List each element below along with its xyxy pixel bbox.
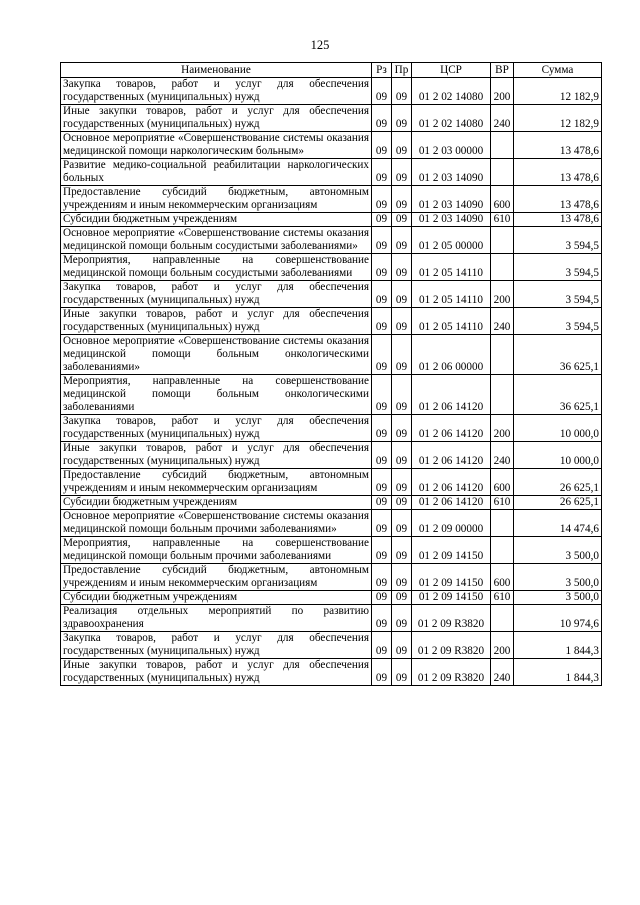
cell-csr: 01 2 05 14110	[412, 281, 491, 308]
header-name: Наименование	[61, 63, 372, 78]
cell-name: Субсидии бюджетным учреждениям	[61, 591, 372, 605]
cell-pr: 09	[392, 469, 412, 496]
cell-vr	[491, 605, 514, 632]
cell-csr: 01 2 09 14150	[412, 564, 491, 591]
budget-table	[60, 62, 602, 686]
cell-pr: 09	[392, 510, 412, 537]
cell-name: Закупка товаров, работ и услуг для обеспечения государственных (муниципальных) нужд	[61, 415, 372, 442]
header-row	[61, 63, 602, 78]
cell-sum: 12 182,9	[514, 78, 602, 105]
cell-pr: 09	[392, 213, 412, 227]
cell-sum: 3 500,0	[514, 564, 602, 591]
cell-sum: 10 000,0	[514, 415, 602, 442]
cell-vr: 200	[491, 78, 514, 105]
cell-sum: 13 478,6	[514, 213, 602, 227]
cell-pr: 09	[392, 78, 412, 105]
cell-vr: 240	[491, 105, 514, 132]
cell-vr: 600	[491, 564, 514, 591]
cell-rz: 09	[372, 415, 392, 442]
cell-sum: 3 594,5	[514, 281, 602, 308]
cell-name: Иные закупки товаров, работ и услуг для обеспечения государственных (муниципальных) нужд	[61, 308, 372, 335]
cell-name: Основное мероприятие «Совершенствование системы оказания медицинской помощи наркологическим больным»	[61, 132, 372, 159]
cell-rz: 09	[372, 335, 392, 375]
cell-name: Закупка товаров, работ и услуг для обеспечения государственных (муниципальных) нужд	[61, 281, 372, 308]
page-number: 125	[310, 38, 330, 52]
cell-name: Мероприятия, направленные на совершенствование медицинской помощи больным онкологическими заболеваниями	[61, 375, 372, 415]
cell-csr: 01 2 09 14150	[412, 537, 491, 564]
cell-sum: 10 000,0	[514, 442, 602, 469]
cell-name: Иные закупки товаров, работ и услуг для обеспечения государственных (муниципальных) нужд	[61, 442, 372, 469]
cell-sum: 1 844,3	[514, 632, 602, 659]
cell-name: Развитие медико-социальной реабилитации наркологических больных	[61, 159, 372, 186]
cell-rz: 09	[372, 375, 392, 415]
cell-pr: 09	[392, 132, 412, 159]
table-row	[61, 415, 602, 442]
cell-vr: 610	[491, 496, 514, 510]
cell-rz: 09	[372, 213, 392, 227]
cell-pr: 09	[392, 537, 412, 564]
cell-sum: 26 625,1	[514, 469, 602, 496]
table-row	[61, 308, 602, 335]
cell-vr: 600	[491, 186, 514, 213]
cell-pr: 09	[392, 442, 412, 469]
table-row	[61, 632, 602, 659]
table-row	[61, 105, 602, 132]
cell-name: Основное мероприятие «Совершенствование системы оказания медицинской помощи больным прочими заболеваниями»	[61, 510, 372, 537]
cell-csr: 01 2 03 14090	[412, 213, 491, 227]
cell-rz: 09	[372, 308, 392, 335]
cell-csr: 01 2 03 14090	[412, 159, 491, 186]
table-header	[61, 63, 602, 78]
cell-csr: 01 2 06 14120	[412, 469, 491, 496]
cell-name: Предоставление субсидий бюджетным, автономным учреждениям и иным некоммерческим организациям	[61, 564, 372, 591]
cell-rz: 09	[372, 254, 392, 281]
table-row	[61, 659, 602, 686]
table-row	[61, 254, 602, 281]
cell-csr: 01 2 09 R3820	[412, 659, 491, 686]
cell-pr: 09	[392, 335, 412, 375]
cell-csr: 01 2 09 R3820	[412, 632, 491, 659]
cell-csr: 01 2 05 14110	[412, 254, 491, 281]
cell-vr: 200	[491, 415, 514, 442]
cell-vr: 200	[491, 281, 514, 308]
cell-csr: 01 2 03 00000	[412, 132, 491, 159]
cell-rz: 09	[372, 105, 392, 132]
cell-name: Мероприятия, направленные на совершенствование медицинской помощи больным прочими заболеваниями	[61, 537, 372, 564]
cell-vr	[491, 227, 514, 254]
table-row	[61, 281, 602, 308]
cell-sum: 3 594,5	[514, 308, 602, 335]
cell-csr: 01 2 06 14120	[412, 375, 491, 415]
cell-name: Мероприятия, направленные на совершенствование медицинской помощи больным сосудистыми заболеваниями	[61, 254, 372, 281]
cell-name: Закупка товаров, работ и услуг для обеспечения государственных (муниципальных) нужд	[61, 632, 372, 659]
cell-rz: 09	[372, 469, 392, 496]
cell-rz: 09	[372, 281, 392, 308]
cell-rz: 09	[372, 159, 392, 186]
header-rz: Рз	[372, 63, 392, 78]
cell-csr: 01 2 05 00000	[412, 227, 491, 254]
cell-pr: 09	[392, 591, 412, 605]
table-row	[61, 564, 602, 591]
cell-csr: 01 2 06 00000	[412, 335, 491, 375]
cell-rz: 09	[372, 496, 392, 510]
cell-name: Иные закупки товаров, работ и услуг для обеспечения государственных (муниципальных) нужд	[61, 105, 372, 132]
cell-sum: 13 478,6	[514, 132, 602, 159]
cell-vr: 610	[491, 213, 514, 227]
cell-rz: 09	[372, 442, 392, 469]
cell-rz: 09	[372, 186, 392, 213]
cell-pr: 09	[392, 564, 412, 591]
cell-pr: 09	[392, 159, 412, 186]
table-row	[61, 591, 602, 605]
table-row	[61, 227, 602, 254]
cell-sum: 14 474,6	[514, 510, 602, 537]
cell-vr	[491, 254, 514, 281]
cell-name: Основное мероприятие «Совершенствование системы оказания медицинской помощи больным онкологическими заболеваниями»	[61, 335, 372, 375]
header-sum: Сумма	[514, 63, 602, 78]
table-row	[61, 442, 602, 469]
cell-rz: 09	[372, 537, 392, 564]
cell-pr: 09	[392, 605, 412, 632]
table-row	[61, 132, 602, 159]
cell-name: Реализация отдельных мероприятий по развитию здравоохранения	[61, 605, 372, 632]
cell-csr: 01 2 03 14090	[412, 186, 491, 213]
cell-pr: 09	[392, 227, 412, 254]
cell-vr	[491, 132, 514, 159]
table-row	[61, 469, 602, 496]
cell-sum: 3 500,0	[514, 591, 602, 605]
cell-sum: 13 478,6	[514, 159, 602, 186]
cell-sum: 13 478,6	[514, 186, 602, 213]
cell-pr: 09	[392, 105, 412, 132]
cell-vr	[491, 159, 514, 186]
cell-vr: 240	[491, 308, 514, 335]
cell-vr	[491, 335, 514, 375]
cell-pr: 09	[392, 659, 412, 686]
table-row	[61, 375, 602, 415]
cell-sum: 36 625,1	[514, 375, 602, 415]
cell-csr: 01 2 05 14110	[412, 308, 491, 335]
cell-csr: 01 2 06 14120	[412, 496, 491, 510]
cell-name: Предоставление субсидий бюджетным, автономным учреждениям и иным некоммерческим организациям	[61, 186, 372, 213]
table-body	[61, 78, 602, 686]
cell-pr: 09	[392, 186, 412, 213]
cell-pr: 09	[392, 415, 412, 442]
cell-sum: 3 500,0	[514, 537, 602, 564]
cell-sum: 3 594,5	[514, 254, 602, 281]
cell-pr: 09	[392, 308, 412, 335]
cell-name: Основное мероприятие «Совершенствование системы оказания медицинской помощи больным сосудистыми заболеваниями»	[61, 227, 372, 254]
table-row	[61, 496, 602, 510]
table-row	[61, 159, 602, 186]
cell-sum: 36 625,1	[514, 335, 602, 375]
cell-vr: 600	[491, 469, 514, 496]
table-row	[61, 335, 602, 375]
cell-rz: 09	[372, 591, 392, 605]
table-row	[61, 78, 602, 105]
cell-sum: 12 182,9	[514, 105, 602, 132]
cell-rz: 09	[372, 227, 392, 254]
cell-vr	[491, 375, 514, 415]
cell-rz: 09	[372, 510, 392, 537]
cell-sum: 3 594,5	[514, 227, 602, 254]
cell-vr	[491, 537, 514, 564]
cell-rz: 09	[372, 659, 392, 686]
cell-rz: 09	[372, 564, 392, 591]
cell-sum: 1 844,3	[514, 659, 602, 686]
cell-sum: 10 974,6	[514, 605, 602, 632]
cell-sum: 26 625,1	[514, 496, 602, 510]
cell-csr: 01 2 06 14120	[412, 442, 491, 469]
cell-pr: 09	[392, 632, 412, 659]
cell-csr: 01 2 06 14120	[412, 415, 491, 442]
table-row	[61, 605, 602, 632]
cell-name: Закупка товаров, работ и услуг для обеспечения государственных (муниципальных) нужд	[61, 78, 372, 105]
cell-name: Субсидии бюджетным учреждениям	[61, 213, 372, 227]
cell-name: Иные закупки товаров, работ и услуг для обеспечения государственных (муниципальных) нужд	[61, 659, 372, 686]
cell-pr: 09	[392, 254, 412, 281]
cell-vr: 240	[491, 442, 514, 469]
cell-csr: 01 2 09 00000	[412, 510, 491, 537]
table-row	[61, 510, 602, 537]
cell-csr: 01 2 02 14080	[412, 78, 491, 105]
cell-name: Субсидии бюджетным учреждениям	[61, 496, 372, 510]
table-row	[61, 537, 602, 564]
cell-rz: 09	[372, 605, 392, 632]
cell-csr: 01 2 09 R3820	[412, 605, 491, 632]
cell-vr: 240	[491, 659, 514, 686]
table-row	[61, 186, 602, 213]
cell-rz: 09	[372, 78, 392, 105]
cell-pr: 09	[392, 496, 412, 510]
cell-pr: 09	[392, 281, 412, 308]
cell-vr: 200	[491, 632, 514, 659]
cell-vr	[491, 510, 514, 537]
header-csr: ЦСР	[412, 63, 491, 78]
cell-rz: 09	[372, 632, 392, 659]
table-row	[61, 213, 602, 227]
cell-pr: 09	[392, 375, 412, 415]
header-pr: Пр	[392, 63, 412, 78]
cell-name: Предоставление субсидий бюджетным, автономным учреждениям и иным некоммерческим организациям	[61, 469, 372, 496]
cell-csr: 01 2 02 14080	[412, 105, 491, 132]
header-vr: ВР	[491, 63, 514, 78]
cell-rz: 09	[372, 132, 392, 159]
cell-csr: 01 2 09 14150	[412, 591, 491, 605]
cell-vr: 610	[491, 591, 514, 605]
